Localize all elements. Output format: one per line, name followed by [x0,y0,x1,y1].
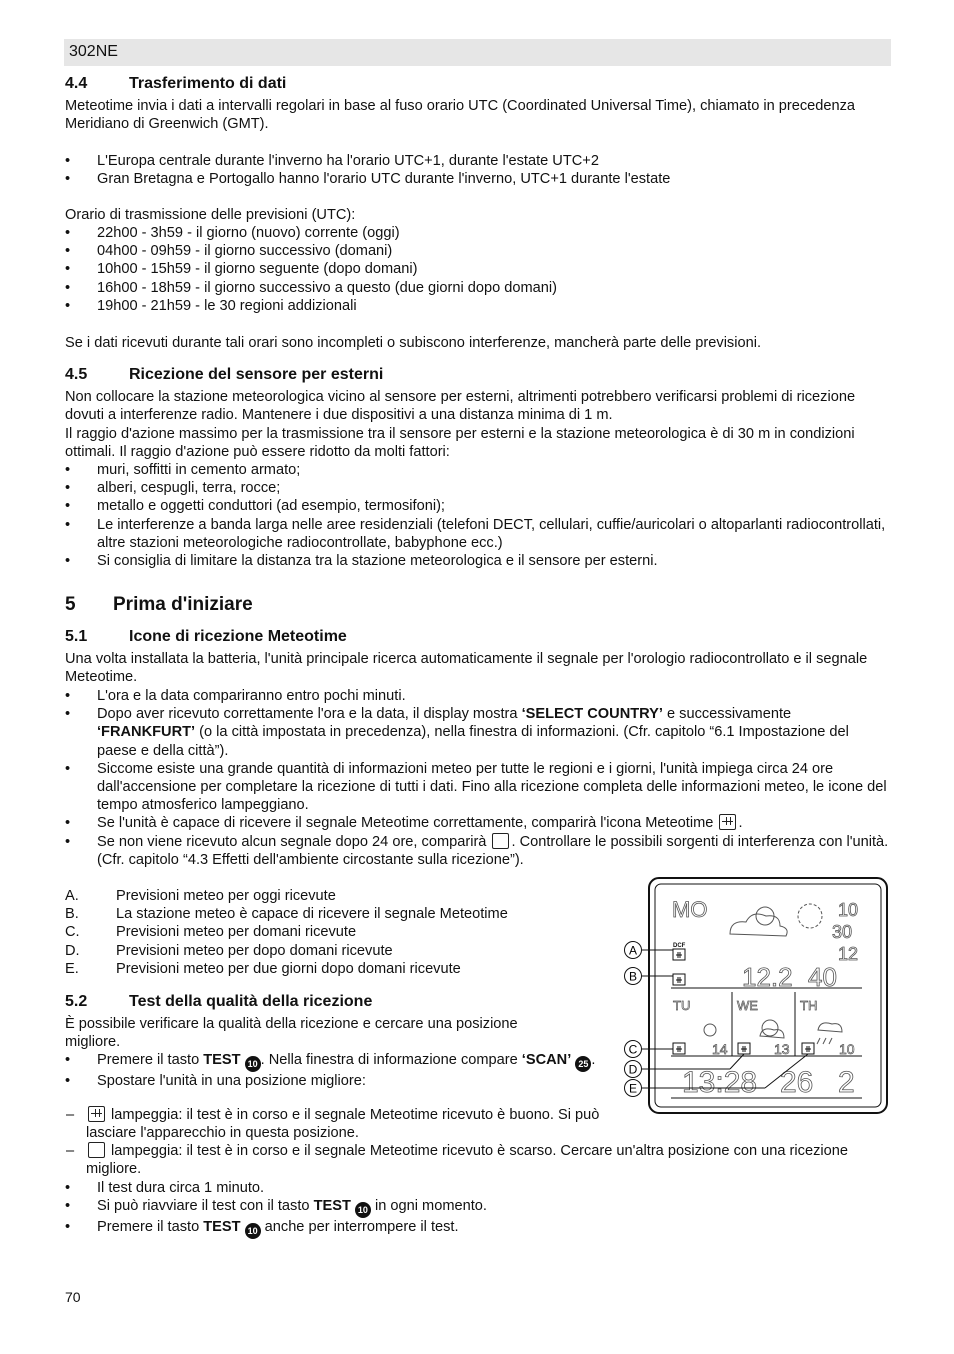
key-number-badge: 10 [355,1202,371,1218]
list-item: • L'Europa centrale durante l'inverno ha l'orario UTC+1, durante l'estate UTC+2 [65,152,891,170]
dcf-label: DCF [673,943,686,949]
section-title: Trasferimento di dati [129,75,287,92]
text: anche per interrompere il test. [260,1219,459,1236]
list-item: • 19h00 - 21h59 - le 30 regioni addizionali [65,297,891,315]
text: lampeggia: il test è in corso e il segnale Meteotime ricevuto è buono. Si può lasciare l'apparecchio in questa posizione. [86,1107,600,1142]
list-item [64,1106,609,1142]
list-item [65,1218,891,1239]
test-result-list-good [64,1106,609,1142]
text: Premere il tasto [97,1219,204,1236]
chapter-5-heading [65,594,253,616]
display-message-frankfurt: ‘FRANKFURT’ [97,724,196,741]
weather-station-display-figure [620,876,890,1116]
meteotime-signal-icon [673,974,685,985]
legend-key: C. [65,924,80,941]
list-item: • 04h00 - 09h59 - il giorno successivo (domani) [65,242,891,260]
test-key-label: TEST [313,1198,351,1215]
list-item: • 16h00 - 18h59 - il giorno successivo a questo (due giorni dopo domani) [65,279,891,297]
section-number: 4.4 [65,75,88,92]
list-item: • Siccome esiste una grande quantità di informazioni meteo per tutte le regioni e i giorni, l'unità impiega circa 24 ore dall'accensione per completare la ricezione di tutti i dati. Fino alla ricezione completa delle informazioni meteo, le icone del tempo atmosferico lampeggiano. [65,760,891,815]
value-segment: 14 [712,1041,728,1057]
legend-key: E. [65,960,79,977]
callout-b [625,968,642,985]
chapter-title: Prima d'iniziare [113,594,253,615]
value-segment: 13 [774,1041,790,1057]
list-item: • 22h00 - 3h59 - il giorno (nuovo) corrente (oggi) [65,224,891,242]
section-number: 5.2 [65,993,88,1010]
section-5-2-heading [65,993,372,1011]
svg-text:A: A [628,943,638,958]
text: . [591,1052,596,1068]
display-message-select-country: ‘SELECT COUNTRY’ [521,706,663,723]
svg-text:B: B [628,969,638,984]
list-item [65,814,891,832]
humidity-segment: 40 [808,962,837,992]
section-4-5-heading [65,366,383,384]
range-factors-list [65,461,891,570]
meteotime-signal-icon [673,949,685,960]
value-segment: 30 [832,922,853,942]
chapter-number: 5 [65,594,76,615]
section-5-1-heading [65,628,347,646]
key-number-badge: 10 [245,1056,261,1072]
list-item: • 10h00 - 15h59 - il giorno seguente (dopo domani) [65,260,891,278]
section-4-5-paragraph-2: Il raggio d'azione massimo per la trasmissione tra il sensore per esterni e la stazione meteorologica è di 30 m in condizioni ottimali. Il raggio d'azione può essere ridotto da molti fattori: [65,426,855,461]
value-segment: 12 [838,944,859,964]
text: in ogni momento. [370,1198,487,1215]
weekday-segment: 2 [838,1066,855,1099]
legend-text: Previsioni meteo per due giorni dopo domani ricevute [116,960,461,977]
text: Se l'unità è capace di ricevere il segnale Meteotime correttamente, comparirà l'icona Meteotime [97,815,714,832]
legend-text: La stazione meteo è capace di ricevere il segnale Meteotime [116,906,508,923]
text: e successivamente [662,706,792,723]
svg-text:C: C [628,1042,638,1057]
model-number: 302NE [69,43,118,60]
legend-item [65,905,625,923]
list-item: • L'ora e la data compariranno entro pochi minuti. [65,687,891,705]
section-4-4-intro: Meteotime invia i dati a intervalli regolari in base al fuso orario UTC (Coordinated Universal Time), chiamato in precedenza Meridiano di Greenwich (GMT). [65,98,856,133]
list-item [65,1051,610,1072]
list-item: • Gran Bretagna e Portogallo hanno l'orario UTC durante l'inverno, UTC+1 durante l'estate [65,170,891,188]
key-number-badge: 10 [245,1223,261,1239]
figure-legend-list [65,887,625,978]
list-item [65,833,891,869]
legend-key: A. [65,888,79,904]
list-item [64,1142,891,1178]
test-result-list-poor [64,1142,891,1178]
page-header-bar [64,39,891,66]
svg-text:D: D [628,1062,638,1077]
key-number-badge: 25 [575,1056,591,1072]
legend-text: Previsioni meteo per oggi ricevute [116,888,336,904]
callout-d [625,1061,642,1078]
callout-e [625,1080,642,1097]
meteotime-signal-icon [88,1106,105,1122]
list-item: • metallo e oggetti conduttori (ad esempio, termosifoni); [65,497,891,515]
list-item [65,1197,891,1218]
legend-text: Previsioni meteo per dopo domani ricevute [116,942,393,959]
text: Se non viene ricevuto alcun segnale dopo 24 ore, comparirà [97,833,487,850]
section-number: 4.5 [65,366,88,383]
legend-key: D. [65,942,80,959]
list-item: • Spostare l'unità in una posizione migliore: [65,1072,610,1090]
scan-message: ‘SCAN’ [521,1052,572,1068]
day-segment: TH [800,998,818,1013]
meteotime-signal-icon [738,1043,750,1054]
schedule-title: Orario di trasmissione delle previsioni (UTC): [65,207,356,223]
section-5-2-intro: È possibile verificare la qualità della ricezione e cercare una posizione migliore. [65,1016,518,1051]
utc-bullet-list [65,152,891,188]
test-key-label: TEST [203,1052,241,1068]
section-title: Ricezione del sensore per esterni [129,366,384,383]
no-signal-icon [492,833,509,849]
legend-item [65,960,625,978]
day-segment: MO [672,897,708,922]
value-segment: 10 [839,1041,855,1057]
legend-item [65,942,625,960]
section-4-4-outro: Se i dati ricevuti durante tali orari sono incompleti o subiscono interferenze, mancherà parte delle previsioni. [65,335,762,351]
text: . [738,815,743,832]
section-title: Test della qualità della ricezione [129,993,373,1010]
test-steps-list [65,1051,610,1090]
test-notes-list [65,1179,891,1239]
section-4-5-paragraph-1: Non collocare la stazione meteorologica vicino al sensore per esterni, altrimenti potrebbero verificarsi problemi di ricezione dovuti a interferenze radio. Mantenere i due dispositivi a una distanza minima di 1 m. [65,389,856,424]
meteotime-signal-icon [719,814,736,830]
moon-icon [798,904,822,928]
list-item: • Si consiglia di limitare la distanza tra la stazione meteorologica e il sensore per esterni. [65,552,891,570]
test-key-label: TEST [203,1219,241,1236]
text: lampeggia: il test è in corso e il segnale Meteotime ricevuto è scarso. Cercare un'altra posizione con una ricezione migliore. [86,1143,848,1178]
list-item: • muri, soffitti in cemento armato; [65,461,891,479]
list-item: • alberi, cespugli, terra, rocce; [65,479,891,497]
temperature-segment: 12.2 [742,962,793,992]
callout-a [625,942,642,959]
list-item [65,705,891,760]
no-signal-icon [88,1142,105,1158]
legend-key: B. [65,906,79,923]
legend-item [65,923,625,941]
list-item: • Le interferenze a banda larga nelle aree residenziali (telefoni DECT, cellulari, cuffie/auricolari o altoparlanti radiocontrollati, altre stazioni meteorologiche radiocontrollate, babyphone ecc.) [65,516,891,552]
meteotime-signal-icon [802,1043,814,1054]
section-5-1-intro: Una volta installata la batteria, l'unità principale ricerca automaticamente il segnale per l'orologio radiocontrollato e il segnale Meteotime. [65,651,868,686]
callout-c [625,1041,642,1058]
text: Si può riavviare il test con il tasto [97,1198,314,1215]
text: . Controllare le possibili sorgenti di interferenza con l'unità. (Cfr. capitolo “4.3 Effetti dell'ambiente circostante sulla ricezione”). [97,833,889,868]
svg-text:E: E [628,1081,638,1096]
list-item: • Il test dura circa 1 minuto. [65,1179,891,1197]
sun-cloud-icon [730,907,787,936]
text: Dopo aver ricevuto correttamente l'ora e la data, il display mostra [97,706,522,723]
value-segment: 10 [838,900,859,920]
day-segment: WE [737,998,758,1013]
reception-bullet-list [65,687,891,869]
day-segment: TU [673,998,691,1013]
page-number: 70 [65,1289,81,1305]
clock-segment: 13:28 [682,1066,758,1099]
section-title: Icone di ricezione Meteotime [129,628,347,645]
schedule-list [65,224,891,315]
meteotime-signal-icon [673,1043,685,1054]
legend-item [65,887,625,905]
date-segment: 26 [780,1066,814,1099]
text: . Nella finestra di informazione compare [260,1052,522,1068]
text: Premere il tasto [97,1052,204,1068]
section-number: 5.1 [65,628,88,645]
legend-text: Previsioni meteo per domani ricevute [116,924,357,941]
section-4-4-heading [65,75,286,93]
text: (o la città impostata in precedenza), nella finestra di informazioni. (Cfr. capitolo “6.1 Impostazione del paese e della città”). [97,724,849,759]
